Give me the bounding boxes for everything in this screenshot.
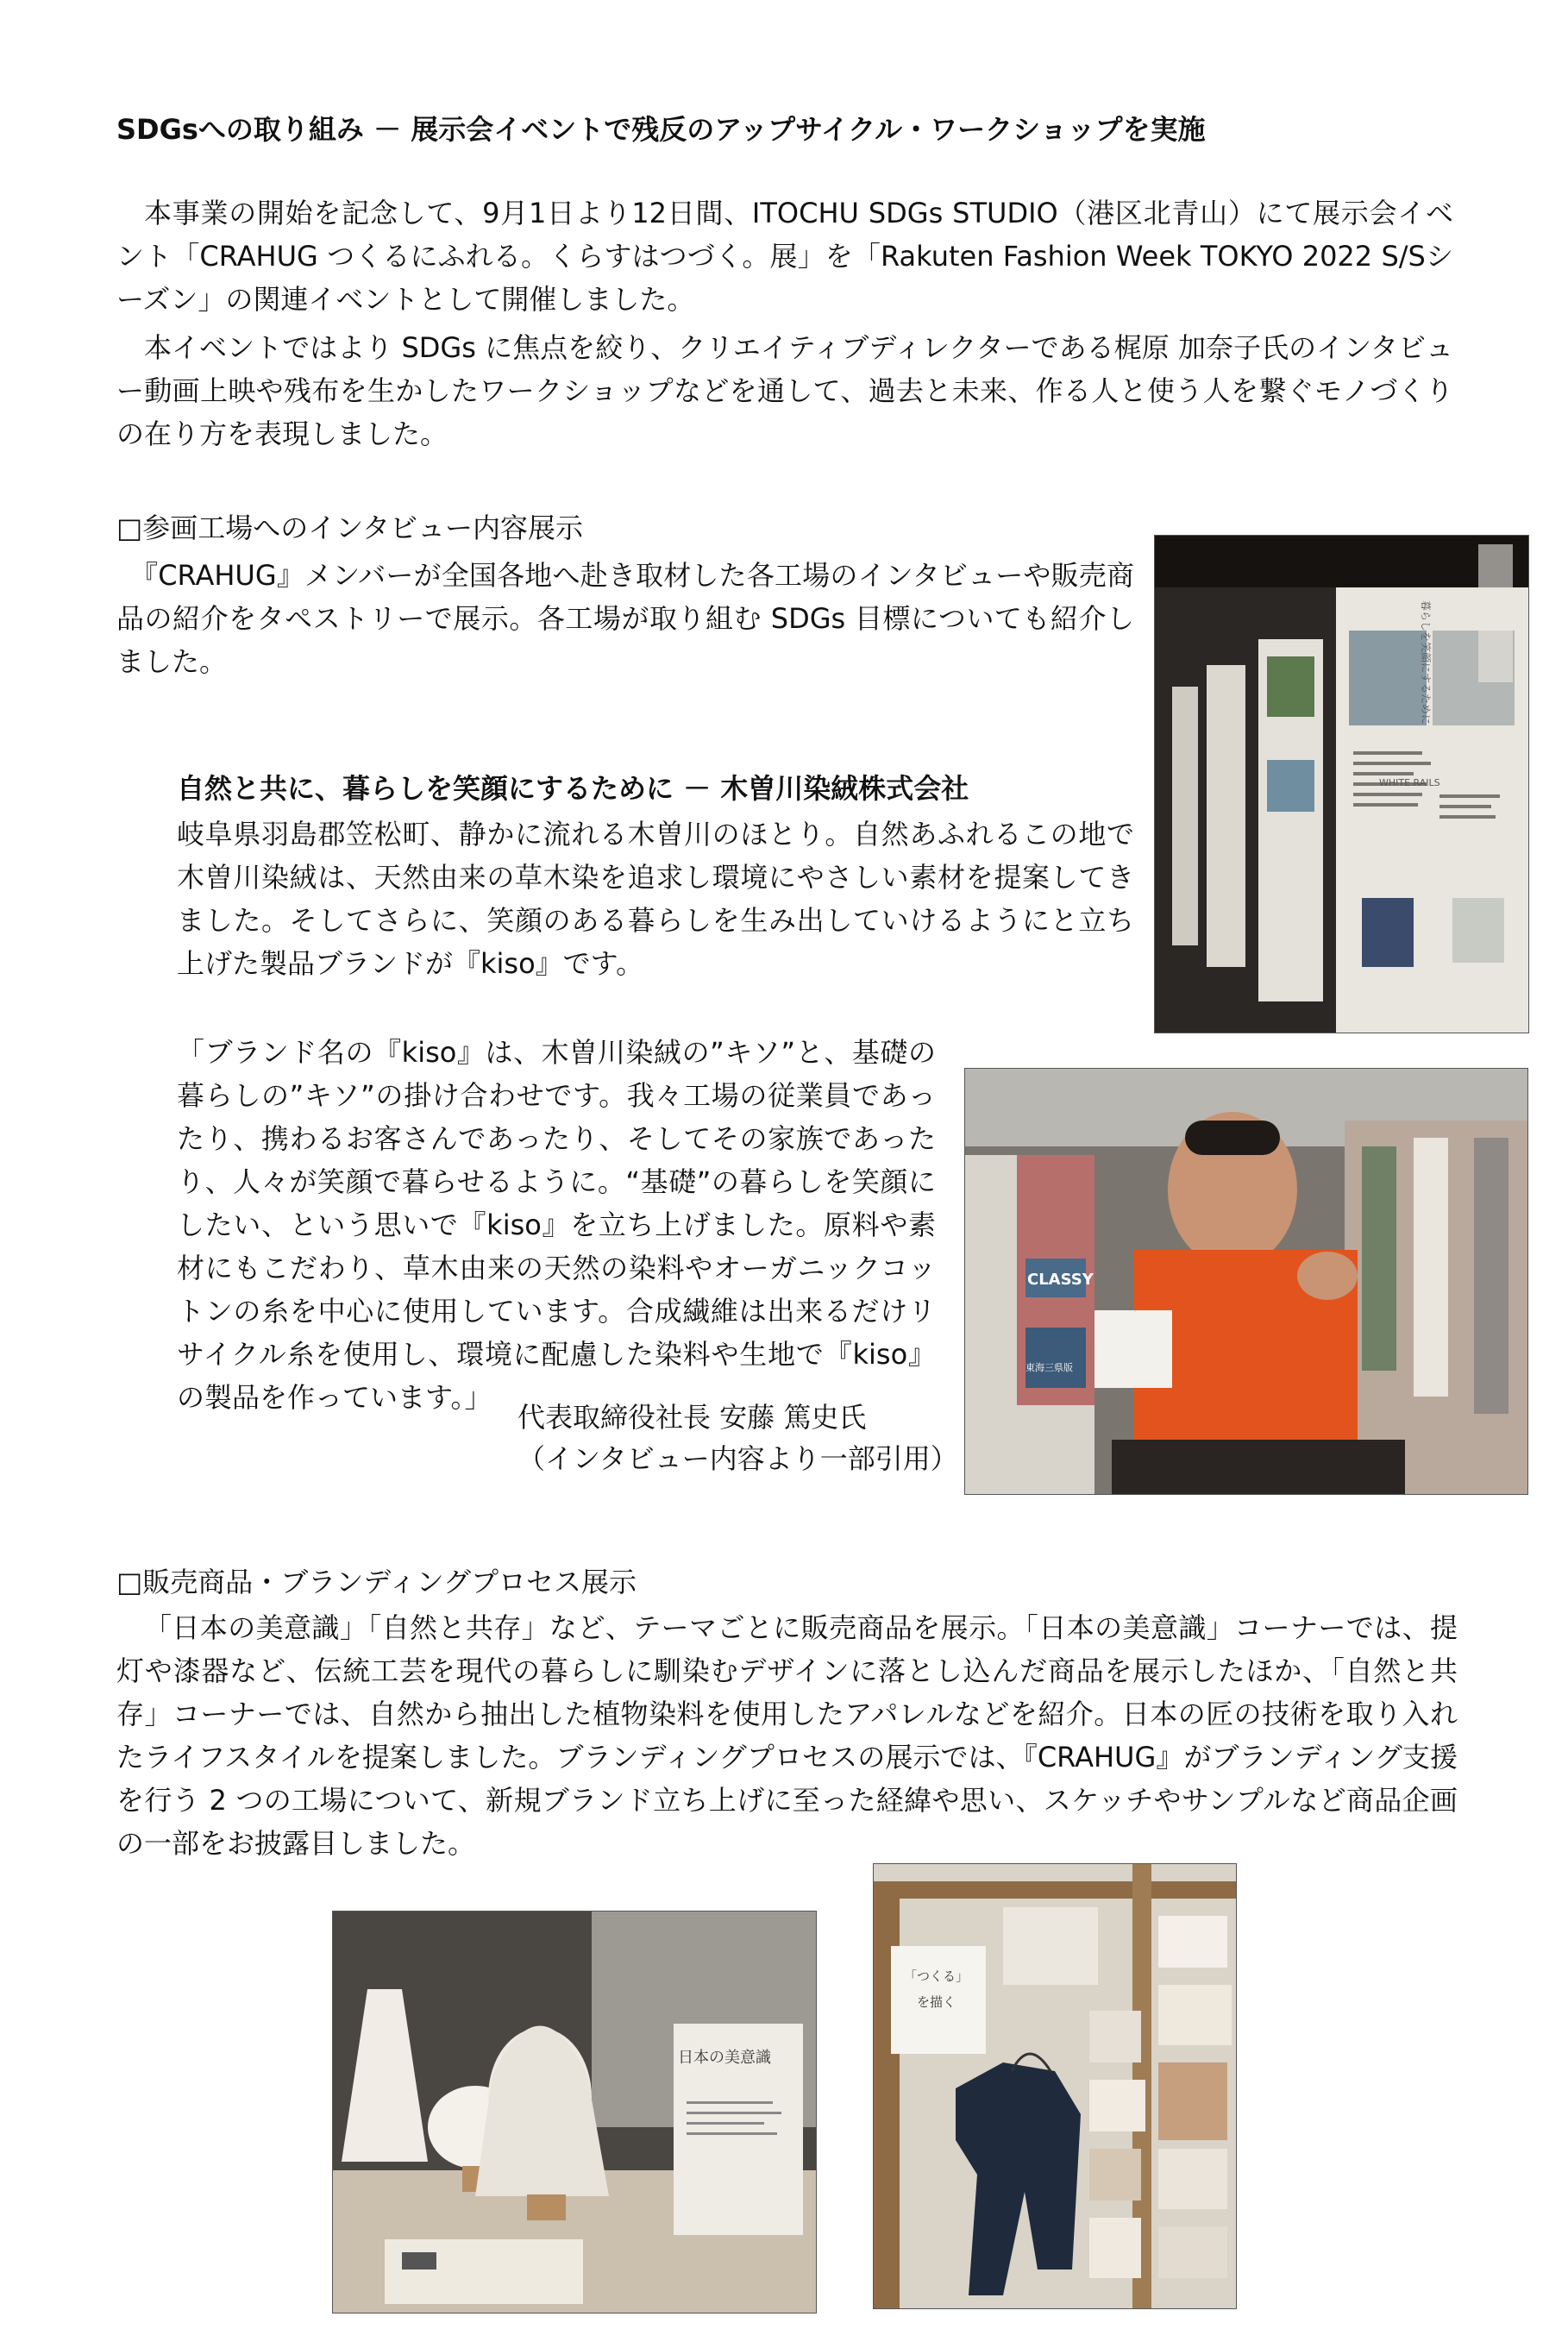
products-exhibit-text: 「日本の美意識」「自然と共存」など、テーマごとに販売商品を展示。「日本の美意識」コーナーでは、提灯や漆器など、伝統工芸を現代の暮らしに馴染むデザインに落とし込んだ商品を展示したほか、「自然と共存」コーナーでは、自然から抽出した植物染料を使用したアパレルなどを紹介。日本の匠の技術を取り入れたライフスタイルを提案しました。ブランディングプロセスの展示では、『CRAHUG』がブランディング支援を行う 2 つの工場について、新規ブランド立ち上げに至った経緯や思い、スケッチやサンプルなど商品企画の一部をお披露目しました。 (116, 1611, 1458, 1860)
magazine-title-2: 東海三県版 (1025, 1362, 1073, 1373)
tapestry-banner: 暮らしを笑顔にするために (1420, 600, 1432, 725)
interview-exhibit-text: 『CRAHUG』メンバーが全国各地へ赴き取材した各工場のインタビューや販売商品の紹介をタペストリーで展示。各工場が取り組む SDGs 目標についても紹介しました。 (116, 559, 1134, 678)
photo-lanterns-exhibit (332, 1911, 817, 2313)
photo-branding-process (873, 1863, 1237, 2309)
card-line-1: 「つくる」 (904, 1968, 969, 1984)
quote-source: （インタビュー内容より一部引用） (517, 1442, 958, 1475)
card-line-2: を描く (917, 1994, 956, 2010)
intro-paragraph-2: 本イベントではより SDGs に焦点を絞り、クリエイティブディレクターである梶原 加奈子氏のインタビュー動画上映や残布を生かしたワークショップなどを通して、過去と未来、作る人と使う人を繋ぐモノづくりの在り方を表現しました。 (116, 331, 1453, 450)
magazine-title-1: CLASSY (1027, 1271, 1094, 1289)
lantern-panel-title: 日本の美意識 (678, 2049, 771, 2067)
interview-quote: 「ブランド名の『kiso』は、木曽川染絨の”キソ”と、基礎の暮らしの”キソ”の掛け合わせです。我々工場の従業員であったり、携わるお客さんであったり、そしてその家族であったり、人々が笑顔で暮らせるように。“基礎”の暮らしを笑顔にしたい、という思いで『kiso』を立ち上げました。原料や素材にもこだわり、草木由来の天然の染料やオーガニックコットンの糸を中心に使用しています。合成繊維は出来るだけリサイクル糸を使用し、環境に配慮した染料や生地で『kiso』の製品を作っています。」 (177, 1036, 936, 1414)
company-intro-text: 岐阜県羽島郡笠松町、静かに流れる木曽川のほとり。自然あふれるこの地で木曽川染絨は、天然由来の草木染を追求し環境にやさしい素材を提案してきました。そしてさらに、笑顔のある暮らしを生み出していけるようにと立ち上げた製品ブランドが『kiso』です。 (177, 818, 1134, 980)
photo-company-president (964, 1068, 1528, 1495)
intro-paragraph-1: 本事業の開始を記念して、9月1日より12日間、ITOCHU SDGs STUDIO（港区北青山）にて展示会イベント「CRAHUG つくるにふれる。くらすはつづく。展」を「Rakuten Fashion Week TOKYO 2022 S/Sシーズン」の関連イベントとして開催しました。 (116, 197, 1453, 316)
section-heading-interview: □参画工場へのインタビュー内容展示 (116, 512, 583, 544)
quote-signature: 代表取締役社長 安藤 篤史氏 (517, 1401, 867, 1434)
company-subheading: 自然と共に、暮らしを笑顔にするために － 木曽川染絨株式会社 (177, 772, 969, 805)
photo-tapestry-exhibit (1154, 535, 1529, 1033)
section-heading-products: □販売商品・ブランディングプロセス展示 (116, 1566, 637, 1598)
page-heading: SDGsへの取り組み － 展示会イベントで残反のアップサイクル・ワークショップを実施 (116, 113, 1206, 146)
tapestry-label: WHITE RAILS (1379, 777, 1440, 788)
